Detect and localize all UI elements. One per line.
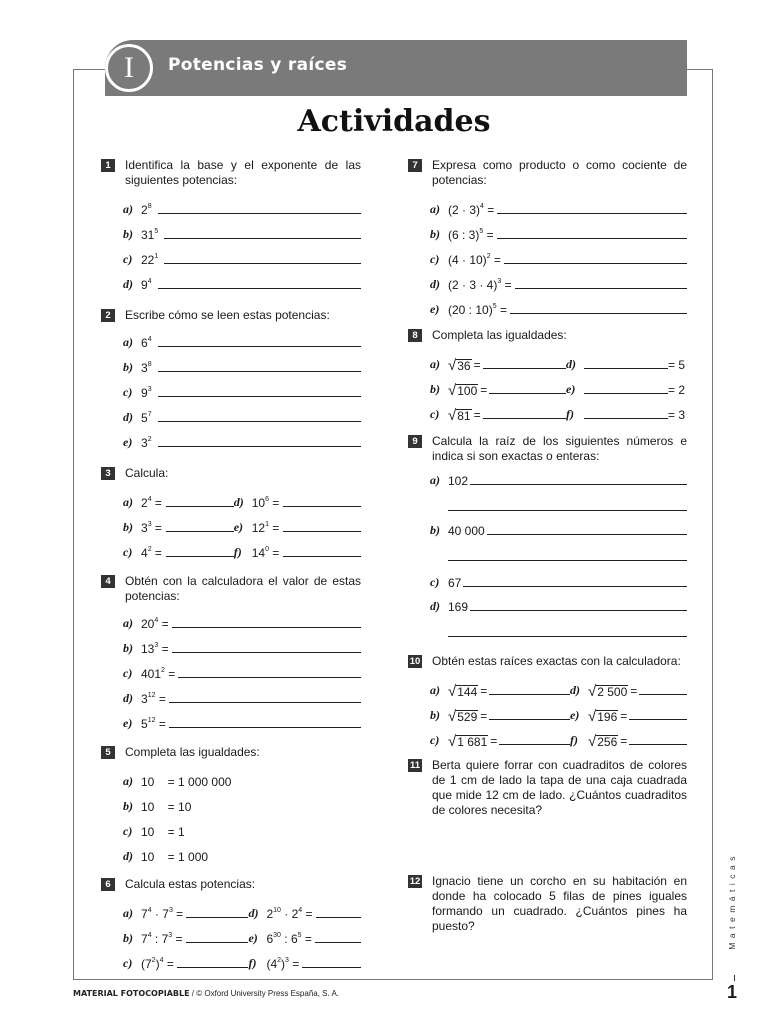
square-root: [588, 710, 618, 723]
footer-text: © Oxford University Press España, S. A.: [196, 989, 340, 998]
item-letter: b): [123, 520, 133, 534]
exercise-2: [101, 308, 361, 466]
item-letter: c): [123, 252, 133, 266]
exercise-text: Calcula estas potencias:: [125, 877, 256, 891]
exercise-number: 12: [409, 876, 421, 887]
equals-sign: =: [490, 734, 498, 748]
answer-row: [430, 347, 566, 372]
item-letter: c): [430, 575, 440, 589]
answer-row: [248, 921, 361, 946]
item-letter: d): [430, 599, 440, 613]
item-letter: b): [123, 360, 133, 374]
item-letter: b): [430, 382, 440, 396]
radicand: 2 500: [597, 685, 628, 699]
item-letter: d): [430, 277, 440, 291]
item-letter: c): [123, 385, 133, 399]
item-letter: f): [233, 545, 242, 559]
answer-row: [430, 292, 687, 317]
answer-line: [166, 531, 234, 532]
answer-line: [315, 942, 361, 943]
answer-line: [164, 238, 361, 239]
power-expression: $12^1$ =: [251, 521, 280, 535]
item-letter: e): [233, 520, 244, 534]
item-letter: d): [233, 495, 244, 509]
answer-row: [430, 514, 687, 538]
square-root: [448, 384, 478, 397]
square-root: [448, 685, 478, 698]
answer-line: [158, 213, 361, 214]
radical-sign: √: [448, 382, 457, 399]
radicand: 144: [457, 685, 478, 699]
answer-line: [470, 610, 687, 611]
equals-sign: =: [620, 709, 628, 723]
number-value: 102: [448, 474, 469, 488]
answer-row: [566, 372, 687, 397]
answer-line: [487, 534, 687, 535]
radical-sign: √: [588, 683, 597, 700]
radicand: 81: [457, 409, 471, 423]
exercise-number: 3: [101, 467, 115, 480]
power-expression: $5^7$: [141, 411, 152, 425]
answer-line: [158, 396, 361, 397]
footer-bold: MATERIAL FOTOCOPIABLE: [73, 989, 190, 998]
answer-row: [123, 400, 361, 425]
exercise-11: [408, 758, 687, 874]
number-value: 169: [448, 600, 469, 614]
answer-line: [639, 694, 687, 695]
power-expression: $13^3$ =: [141, 642, 169, 656]
equals-sign: =: [630, 684, 638, 698]
exercise-number: 11: [409, 760, 421, 771]
answer-row: [234, 510, 361, 535]
equality-result: = 5: [667, 358, 685, 372]
answer-line: [172, 627, 361, 628]
answer-row: [430, 372, 566, 397]
power-expression: $14^0$ =: [251, 546, 280, 560]
answer-row: [123, 267, 361, 292]
answer-line: [166, 556, 234, 557]
answer-row: [123, 631, 361, 656]
exercise-number: 8: [408, 329, 422, 342]
answer-line: [158, 288, 361, 289]
answer-row: [123, 510, 234, 535]
item-letter: d): [566, 357, 576, 371]
answer-row: [430, 470, 687, 488]
answer-row: [123, 896, 248, 921]
answer-row: [123, 839, 361, 864]
item-letter: f): [566, 407, 574, 421]
exercise-text: Completa las igualdades:: [125, 745, 260, 759]
answer-line: [316, 917, 361, 918]
item-letter: a): [123, 906, 133, 920]
equality-expression: 10 = 1 000 000: [141, 775, 232, 789]
item-letter: a): [430, 473, 440, 487]
answer-line: [584, 393, 668, 394]
answer-row: [430, 723, 570, 748]
answer-line: [186, 942, 249, 943]
exercise-text: Calcula la raíz de los siguientes números e indica si son exactas o enteras:: [432, 434, 687, 463]
answer-row: [430, 564, 687, 590]
answer-line: [448, 636, 687, 637]
footer-copyright: [73, 989, 339, 998]
answer-line: [158, 421, 361, 422]
item-letter: d): [123, 277, 133, 291]
answer-row: [570, 723, 687, 748]
item-letter: f): [248, 956, 257, 970]
radicand: 196: [597, 710, 618, 724]
power-expression: $10^6$ =: [251, 496, 280, 510]
expression: $(4 \cdot 10)^2$ =: [448, 253, 501, 267]
answer-row: [248, 946, 361, 971]
item-letter: e): [248, 931, 258, 945]
item-letter: c): [430, 252, 440, 266]
exercise-10: [408, 654, 687, 758]
answer-row: [123, 217, 361, 242]
answer-row: [123, 606, 361, 631]
power-expression: $3^{12}$ =: [141, 692, 166, 706]
answer-line: [504, 263, 687, 264]
answer-line: [164, 263, 361, 264]
answer-line: [177, 967, 249, 968]
answer-row: [430, 538, 687, 564]
answer-row: [123, 656, 361, 681]
answer-row: [430, 614, 687, 640]
item-letter: c): [430, 407, 440, 421]
radicand: 529: [457, 710, 478, 724]
item-letter: e): [566, 382, 576, 396]
item-letter: b): [430, 227, 440, 241]
answer-line: [584, 418, 668, 419]
item-letter: b): [123, 227, 133, 241]
exercise-text: Calcula:: [125, 466, 169, 480]
item-letter: e): [430, 302, 440, 316]
answer-line: [515, 288, 687, 289]
radicand: 36: [457, 359, 471, 373]
answer-line: [448, 510, 687, 511]
item-letter: b): [123, 641, 133, 655]
answer-row: [570, 673, 687, 698]
answer-row: [123, 425, 361, 450]
expression: $(2 \cdot 3 \cdot 4)^3$ =: [448, 278, 512, 292]
radical-sign: √: [448, 407, 457, 424]
equals-sign: =: [480, 709, 488, 723]
expression: $(2 \cdot 3)^4$ =: [448, 203, 495, 217]
equals-sign: =: [480, 684, 488, 698]
answer-row: [430, 397, 566, 422]
expression: $2^{10} \cdot 2^4$ =: [266, 907, 313, 921]
item-letter: b): [123, 931, 133, 945]
equals-sign: =: [480, 383, 488, 397]
item-letter: b): [430, 523, 440, 537]
answer-line: [178, 677, 361, 678]
answer-row: [123, 535, 234, 560]
answer-line: [497, 238, 687, 239]
answer-line: [158, 346, 361, 347]
answer-row: [234, 485, 361, 510]
answer-line: [470, 484, 687, 485]
radical-sign: √: [448, 683, 457, 700]
exercise-3: [101, 466, 361, 574]
answer-row: [430, 242, 687, 267]
expression: $(7^2)^4$ =: [141, 957, 174, 971]
equals-sign: =: [473, 408, 481, 422]
equals-sign: =: [620, 734, 628, 748]
answer-row: [123, 485, 234, 510]
answer-line: [283, 556, 361, 557]
item-letter: a): [430, 683, 440, 697]
item-letter: a): [123, 774, 133, 788]
item-letter: d): [123, 849, 133, 863]
power-expression: $31^5$: [141, 228, 159, 242]
answer-line: [510, 313, 687, 314]
power-expression: $9^3$: [141, 386, 152, 400]
exercise-number: 1: [101, 159, 115, 172]
equality-expression: 10 = 10: [141, 800, 192, 814]
radical-sign: √: [448, 733, 457, 750]
answer-line: [489, 393, 566, 394]
answer-row: [570, 698, 687, 723]
answer-row: [430, 673, 570, 698]
answer-row: [123, 706, 361, 731]
radical-sign: √: [588, 733, 597, 750]
answer-row: [123, 764, 361, 789]
subject-label: Matemáticas: [727, 852, 737, 950]
square-root: [588, 735, 618, 748]
equality-result: = 2: [667, 383, 685, 397]
power-expression: $2^8$: [141, 203, 152, 217]
answer-line: [283, 531, 361, 532]
answer-row: [123, 921, 248, 946]
radical-sign: √: [588, 708, 597, 725]
answer-line: [489, 694, 570, 695]
exercise-text: Identifica la base y el exponente de las siguientes potencias:: [125, 158, 361, 187]
item-letter: a): [430, 357, 440, 371]
answer-line: [448, 560, 687, 561]
power-expression: $6^4$: [141, 336, 152, 350]
answer-row: [123, 242, 361, 267]
answer-row: [123, 946, 248, 971]
item-letter: a): [123, 202, 133, 216]
item-letter: c): [430, 733, 440, 747]
item-letter: a): [123, 335, 133, 349]
item-letter: d): [123, 410, 133, 424]
divider: [734, 975, 735, 981]
exercise-text: Berta quiere forrar con cuadraditos de colores de 1 cm de lado la tapa de una caja cuadrada que mide 12 cm de lado. ¿Cuántos cuadraditos de colores necesita?: [432, 758, 687, 817]
item-letter: e): [123, 435, 133, 449]
exercise-4: [101, 574, 361, 745]
item-letter: b): [430, 708, 440, 722]
answer-row: [430, 192, 687, 217]
unit-title: Potencias y raíces: [168, 55, 348, 75]
answer-line: [463, 586, 687, 587]
answer-row: [430, 698, 570, 723]
square-root: [588, 685, 628, 698]
number-value: 67: [448, 576, 462, 590]
item-letter: d): [248, 906, 259, 920]
answer-line: [172, 652, 361, 653]
square-root: [448, 409, 472, 422]
exercise-number: 2: [101, 309, 115, 322]
exercise-text: Escribe cómo se leen estas potencias:: [125, 308, 330, 322]
square-root: [448, 359, 472, 372]
answer-line: [158, 446, 361, 447]
item-letter: c): [123, 545, 133, 559]
answer-row: [430, 488, 687, 514]
exercise-6: [101, 877, 361, 971]
radical-sign: √: [448, 708, 457, 725]
exercise-12: [408, 874, 687, 934]
radicand: 100: [457, 384, 478, 398]
number-value: 40 000: [448, 524, 485, 538]
item-letter: d): [123, 691, 133, 705]
item-letter: a): [123, 495, 133, 509]
expression: (20 : 10)$^5$ =: [448, 303, 507, 317]
power-expression: $3^2$: [141, 436, 152, 450]
footer-separator: /: [189, 989, 197, 998]
equality-result: = 3: [667, 408, 685, 422]
power-expression: $3^3$ =: [141, 521, 162, 535]
exercise-text: Obtén estas raíces exactas con la calculadora:: [432, 654, 681, 668]
exercise-9: [408, 434, 687, 654]
expression: $(4^2)^3$ =: [266, 957, 300, 971]
answer-row: [123, 789, 361, 814]
equality-expression: 10 = 1: [141, 825, 185, 839]
item-letter: e): [570, 708, 580, 722]
expression: (6 : 3)$^5$ =: [448, 228, 494, 242]
answer-row: [123, 814, 361, 839]
exercise-text: Obtén con la calculadora el valor de estas potencias:: [125, 574, 361, 603]
expression: $6^{30}$ : $6^5$ =: [266, 932, 312, 946]
item-letter: e): [123, 716, 133, 730]
answer-line: [169, 727, 361, 728]
answer-line: [489, 719, 570, 720]
answer-line: [584, 368, 668, 369]
right-column: [408, 158, 687, 934]
answer-row: [123, 681, 361, 706]
power-expression: $3^8$: [141, 361, 152, 375]
square-root: [448, 710, 478, 723]
item-letter: d): [570, 683, 580, 697]
left-column: [101, 158, 361, 971]
answer-line: [283, 506, 361, 507]
power-expression: $20^4$ =: [141, 617, 169, 631]
exercise-text: Expresa como producto o como cociente de potencias:: [432, 158, 687, 187]
expression: $7^4 \cdot 7^3$ =: [141, 907, 184, 921]
answer-line: [169, 702, 361, 703]
answer-row: [234, 535, 361, 560]
answer-row: [123, 350, 361, 375]
unit-number-badge: I: [105, 44, 153, 92]
item-letter: b): [123, 799, 133, 813]
answer-row: [430, 590, 687, 614]
answer-line: [166, 506, 234, 507]
exercise-number: 10: [409, 656, 421, 667]
square-root: [448, 735, 488, 748]
power-expression: $5^{12}$ =: [141, 717, 166, 731]
item-letter: f): [570, 733, 578, 747]
answer-line: [158, 371, 361, 372]
answer-row: [430, 217, 687, 242]
exercise-text: Completa las igualdades:: [432, 328, 567, 342]
item-letter: c): [123, 666, 133, 680]
answer-row: [566, 347, 687, 372]
power-expression: $9^4$: [141, 278, 152, 292]
equality-expression: 10 = 1 000: [141, 850, 209, 864]
exercise-5: [101, 745, 361, 877]
exercise-text: Ignacio tiene un corcho en su habitación en donde ha colocado 5 filas de pines iguales formando un cuadrado. ¿Cuántos pines ha puesto?: [432, 874, 687, 933]
item-letter: a): [430, 202, 440, 216]
exercise-number: 7: [408, 159, 422, 172]
page-number: 1: [727, 982, 738, 1002]
exercise-number: 6: [101, 878, 115, 891]
answer-line: [629, 719, 687, 720]
answer-line: [497, 213, 687, 214]
answer-line: [629, 744, 687, 745]
equals-sign: =: [473, 358, 481, 372]
radical-sign: √: [448, 357, 457, 374]
answer-row: [430, 267, 687, 292]
answer-row: [123, 375, 361, 400]
answer-row: [566, 397, 687, 422]
power-expression: $2^4$ =: [141, 496, 162, 510]
answer-row: [248, 896, 361, 921]
exercise-8: [408, 328, 687, 434]
answer-line: [483, 368, 566, 369]
radicand: 1 681: [457, 735, 488, 749]
power-expression: $4^2$ =: [141, 546, 162, 560]
item-letter: c): [123, 956, 133, 970]
answer-line: [302, 967, 361, 968]
power-expression: $22^1$: [141, 253, 159, 267]
answer-row: [123, 325, 361, 350]
item-letter: c): [123, 824, 133, 838]
answer-line: [483, 418, 566, 419]
answer-line: [186, 917, 248, 918]
page-title: Actividades: [297, 104, 491, 139]
item-letter: a): [123, 616, 133, 630]
expression: $7^4$ : $7^3$ =: [141, 932, 183, 946]
exercise-7: [408, 158, 687, 328]
answer-row: [123, 192, 361, 217]
radicand: 256: [597, 735, 618, 749]
exercise-number: 9: [408, 435, 422, 448]
exercise-number: 5: [101, 746, 115, 759]
exercise-1: [101, 158, 361, 308]
power-expression: $401^2$ =: [141, 667, 176, 681]
exercise-number: 4: [101, 575, 115, 588]
answer-line: [499, 744, 570, 745]
